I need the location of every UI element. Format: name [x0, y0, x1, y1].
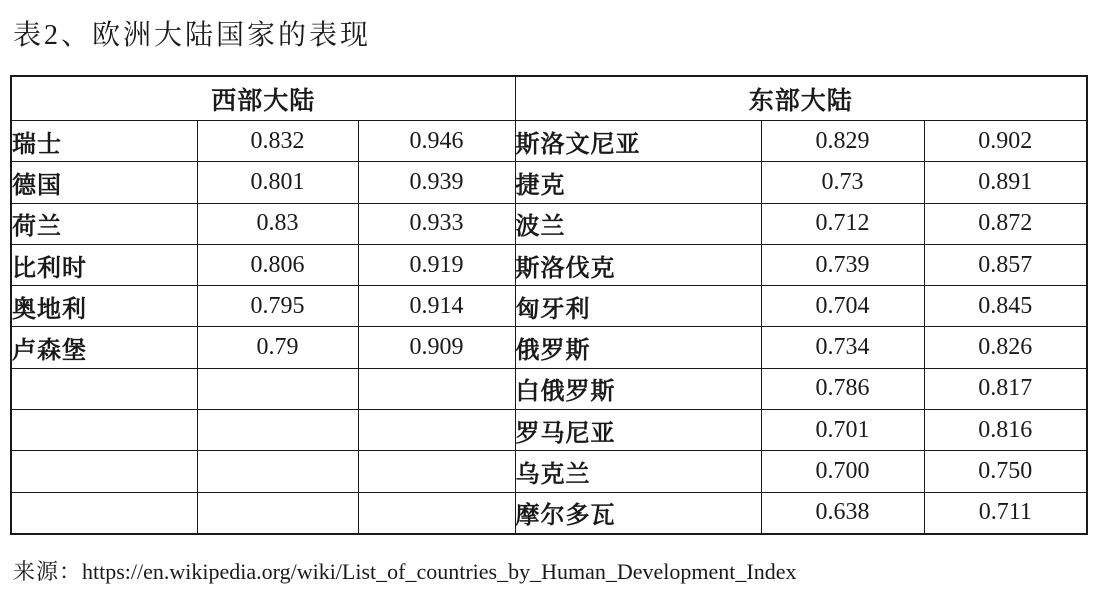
- east-country-cell: 捷克: [515, 162, 761, 203]
- west-value-cell: [358, 451, 515, 492]
- east-value-cell: 0.817: [924, 368, 1087, 409]
- table-body: [11, 121, 1087, 534]
- east-value-cell: 0.902: [924, 121, 1087, 162]
- east-value-cell: 0.786: [761, 368, 924, 409]
- table-row: [11, 492, 1087, 534]
- source-url: https://en.wikipedia.org/wiki/List_of_countries_by_Human_Development_Index: [82, 559, 797, 584]
- west-value-cell: 0.946: [358, 121, 515, 162]
- east-value-cell: 0.872: [924, 203, 1087, 244]
- west-value-cell: [197, 410, 358, 451]
- east-country-cell: 匈牙利: [515, 286, 761, 327]
- west-value-cell: 0.914: [358, 286, 515, 327]
- table-row: [11, 410, 1087, 451]
- east-country-cell: 波兰: [515, 203, 761, 244]
- west-value-cell: [358, 410, 515, 451]
- east-value-cell: 0.711: [924, 492, 1087, 534]
- west-value-cell: 0.806: [197, 244, 358, 285]
- west-country-cell: 奥地利: [11, 286, 197, 327]
- east-value-cell: 0.826: [924, 327, 1087, 368]
- source-line: [13, 555, 797, 586]
- west-value-cell: [358, 368, 515, 409]
- west-value-cell: 0.795: [197, 286, 358, 327]
- west-country-cell: [11, 368, 197, 409]
- west-value-cell: 0.832: [197, 121, 358, 162]
- east-value-cell: 0.700: [761, 451, 924, 492]
- table-row: [11, 121, 1087, 162]
- west-value-cell: [197, 368, 358, 409]
- east-value-cell: 0.739: [761, 244, 924, 285]
- east-value-cell: 0.891: [924, 162, 1087, 203]
- west-country-cell: 瑞士: [11, 121, 197, 162]
- source-label: 来源：: [13, 559, 83, 584]
- table-row: [11, 327, 1087, 368]
- west-value-cell: 0.909: [358, 327, 515, 368]
- table-row: [11, 203, 1087, 244]
- east-country-cell: 俄罗斯: [515, 327, 761, 368]
- west-value-cell: 0.939: [358, 162, 515, 203]
- west-country-cell: [11, 451, 197, 492]
- east-value-cell: 0.701: [761, 410, 924, 451]
- table-row: [11, 286, 1087, 327]
- west-value-cell: 0.933: [358, 203, 515, 244]
- table-title: 表2、欧洲大陆国家的表现: [13, 20, 372, 51]
- east-country-cell: 斯洛伐克: [515, 244, 761, 285]
- west-country-cell: 荷兰: [11, 203, 197, 244]
- west-value-cell: [197, 492, 358, 534]
- west-continent-header: 西部大陆: [11, 76, 515, 121]
- east-value-cell: 0.750: [924, 451, 1087, 492]
- east-value-cell: 0.857: [924, 244, 1087, 285]
- west-country-cell: [11, 492, 197, 534]
- table-row: [11, 368, 1087, 409]
- west-value-cell: 0.79: [197, 327, 358, 368]
- east-country-cell: 白俄罗斯: [515, 368, 761, 409]
- east-value-cell: 0.704: [761, 286, 924, 327]
- west-country-cell: 比利时: [11, 244, 197, 285]
- east-value-cell: 0.845: [924, 286, 1087, 327]
- east-value-cell: 0.712: [761, 203, 924, 244]
- west-value-cell: [358, 492, 515, 534]
- east-continent-header: 东部大陆: [515, 76, 1087, 121]
- east-country-cell: 摩尔多瓦: [515, 492, 761, 534]
- west-value-cell: [197, 451, 358, 492]
- east-value-cell: 0.73: [761, 162, 924, 203]
- west-value-cell: 0.83: [197, 203, 358, 244]
- west-value-cell: 0.919: [358, 244, 515, 285]
- east-country-cell: 乌克兰: [515, 451, 761, 492]
- table-row: [11, 244, 1087, 285]
- east-value-cell: 0.829: [761, 121, 924, 162]
- east-value-cell: 0.638: [761, 492, 924, 534]
- west-country-cell: 卢森堡: [11, 327, 197, 368]
- hdi-table: [10, 75, 1088, 535]
- table-row: [11, 451, 1087, 492]
- east-country-cell: 斯洛文尼亚: [515, 121, 761, 162]
- east-value-cell: 0.734: [761, 327, 924, 368]
- east-value-cell: 0.816: [924, 410, 1087, 451]
- west-country-cell: [11, 410, 197, 451]
- west-country-cell: 德国: [11, 162, 197, 203]
- west-value-cell: 0.801: [197, 162, 358, 203]
- table-row: [11, 162, 1087, 203]
- header-row: [11, 76, 1087, 121]
- east-country-cell: 罗马尼亚: [515, 410, 761, 451]
